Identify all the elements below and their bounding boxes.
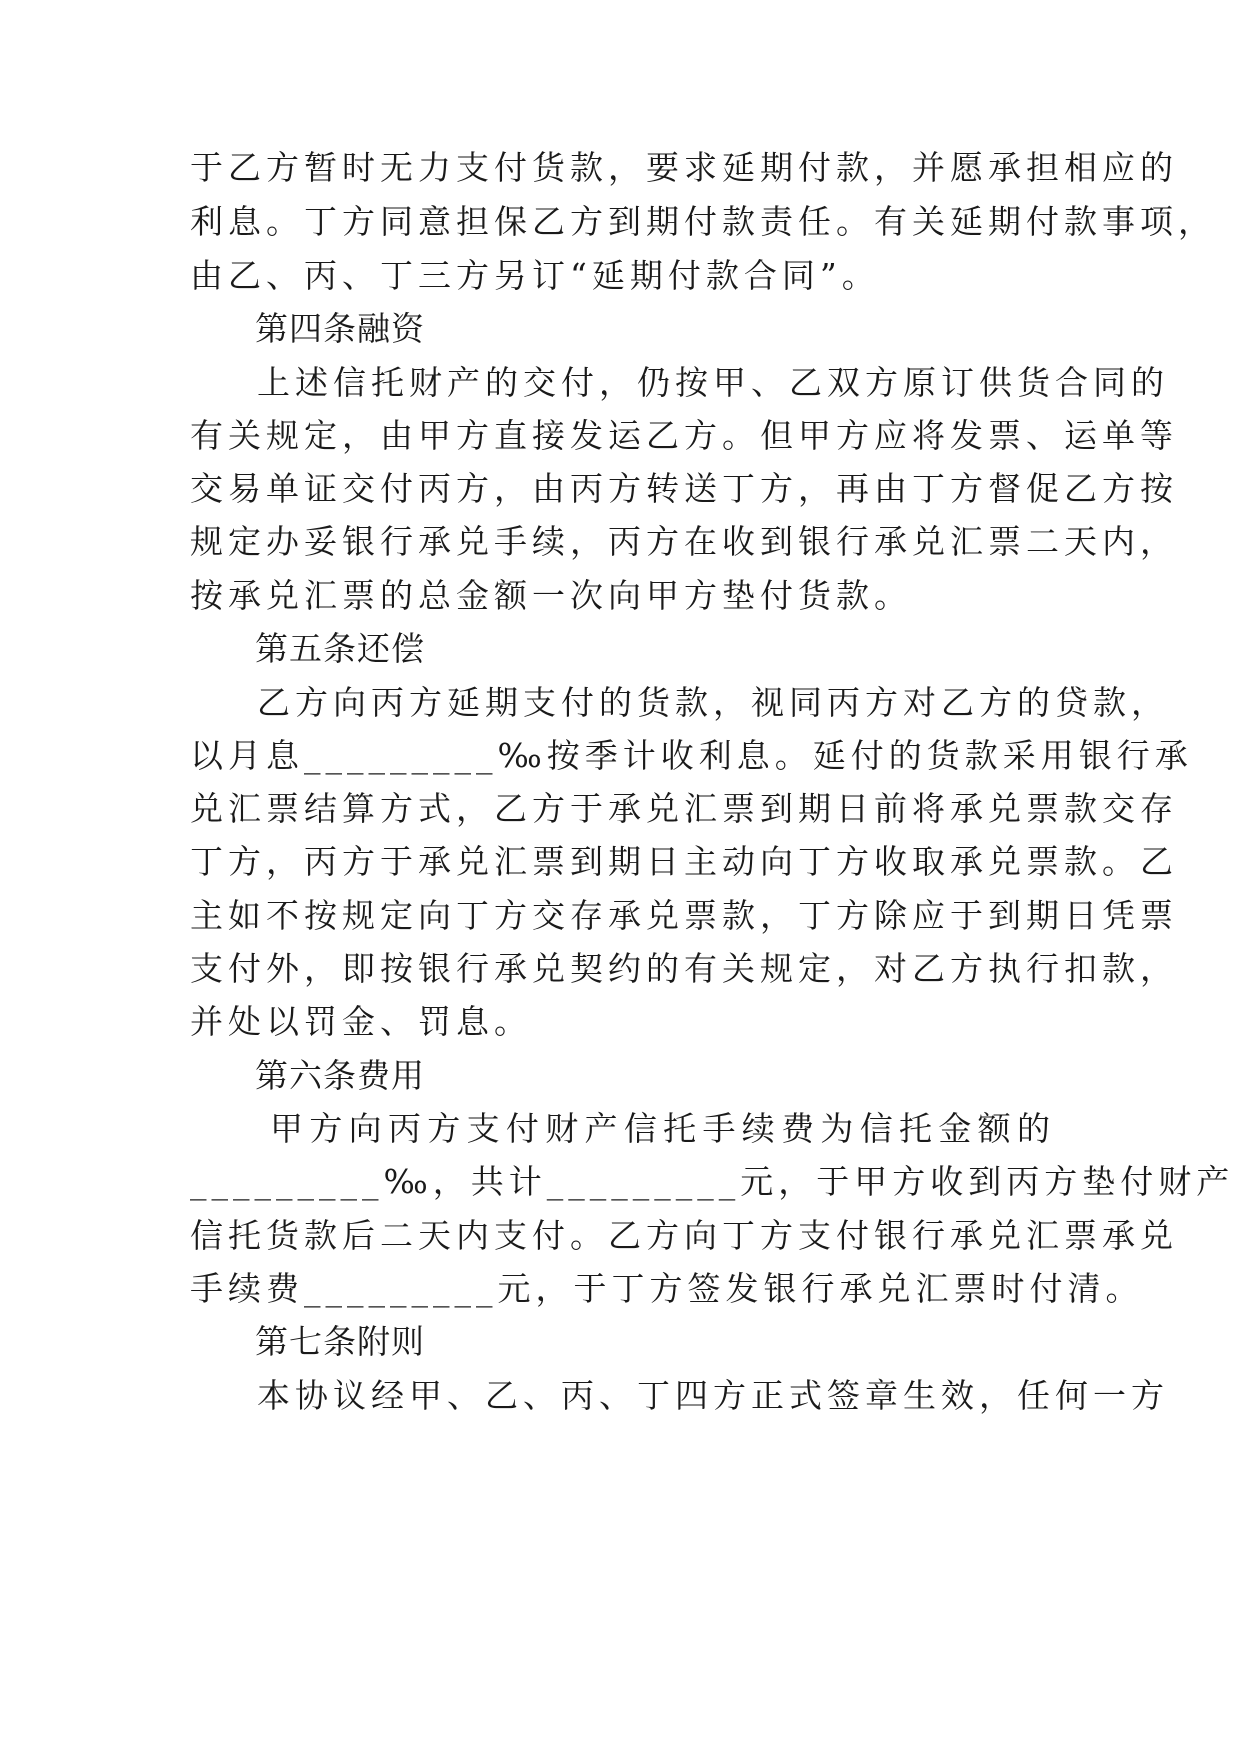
text-line: 丁方，丙方于承兑汇票到期日主动向丁方收取承兑票款。乙 bbox=[190, 842, 1178, 881]
text-line: 有关规定，由甲方直接发运乙方。但甲方应将发票、运单等 bbox=[190, 416, 1178, 455]
text-line: 利息。丁方同意担保乙方到期付款责任。有关延期付款事项， bbox=[190, 202, 1216, 241]
text-line: 手续费_________元，于丁方签发银行承兑汇票时付清。 bbox=[190, 1269, 1144, 1308]
article-heading: 第五条还偿 bbox=[255, 629, 425, 668]
text-line: 上述信托财产的交付，仍按甲、乙双方原订供货合同的 bbox=[257, 363, 1169, 402]
text-line: _________‰，共计_________元，于甲方收到丙方垫付财产 bbox=[190, 1162, 1235, 1201]
text-line: 按承兑汇票的总金额一次向甲方垫付货款。 bbox=[190, 576, 912, 615]
text-line: 由乙、丙、丁三方另订“延期付款合同”。 bbox=[190, 256, 880, 295]
text-line: 甲方向丙方支付财产信托手续费为信托金额的 bbox=[270, 1109, 1050, 1148]
text-line: 兑汇票结算方式，乙方于承兑汇票到期日前将承兑票款交存 bbox=[190, 789, 1178, 828]
text-line: 乙方向丙方延期支付的货款，视同丙方对乙方的贷款， bbox=[257, 683, 1169, 722]
text-line: 并处以罚金、罚息。 bbox=[190, 1002, 532, 1041]
text-line: 交易单证交付丙方，由丙方转送丁方，再由丁方督促乙方按 bbox=[190, 469, 1178, 508]
text-line: 本协议经甲、乙、丙、丁四方正式签章生效，任何一方 bbox=[257, 1376, 1169, 1415]
text-line: 规定办妥银行承兑手续，丙方在收到银行承兑汇票二天内， bbox=[190, 522, 1178, 561]
text-line: 支付外，即按银行承兑契约的有关规定，对乙方执行扣款， bbox=[190, 949, 1178, 988]
text-line: 主如不按规定向丁方交存承兑票款，丁方除应于到期日凭票 bbox=[190, 896, 1178, 935]
text-line: 以月息_________‰按季计收利息。延付的货款采用银行承 bbox=[190, 736, 1193, 775]
article-heading: 第七条附则 bbox=[255, 1322, 425, 1361]
article-heading: 第四条融资 bbox=[255, 309, 425, 348]
text-line: 信托货款后二天内支付。乙方向丁方支付银行承兑汇票承兑 bbox=[190, 1216, 1178, 1255]
text-line: 于乙方暂时无力支付货款，要求延期付款，并愿承担相应的 bbox=[190, 148, 1178, 187]
article-heading: 第六条费用 bbox=[255, 1056, 425, 1095]
